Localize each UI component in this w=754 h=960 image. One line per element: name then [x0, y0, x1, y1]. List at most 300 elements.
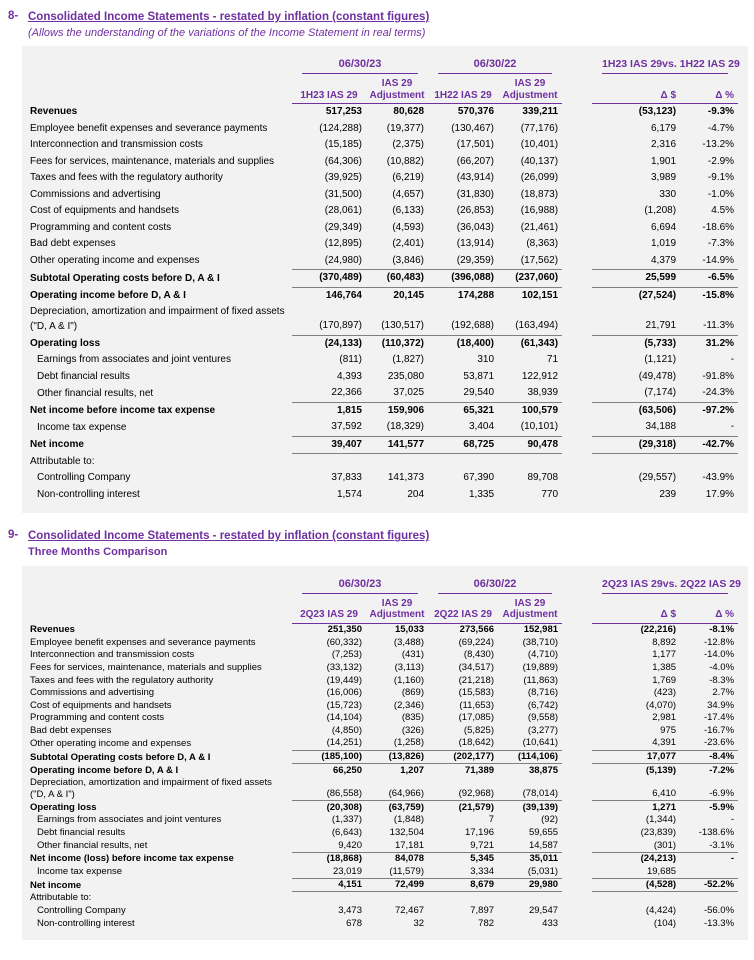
cell-value: (4,593) [392, 221, 425, 233]
cell-value: 6,694 [651, 221, 677, 233]
row-label: Other operating income and expenses [30, 737, 192, 749]
cell-value: 3,334 [470, 865, 495, 877]
cell-value: (78,014) [522, 788, 559, 800]
cell-value: (423) [653, 687, 677, 699]
row-label: Cost of equipments and handsets [30, 205, 179, 217]
cell-value: -8.1% [709, 624, 735, 636]
cell-value: (29,349) [324, 221, 362, 233]
cell-value: -14.9% [702, 254, 735, 266]
table-row [26, 814, 738, 827]
cell-value: -52.2% [680, 878, 738, 892]
column-gap [562, 917, 592, 930]
cell-value: 29,547 [528, 904, 559, 916]
cell-value: 1,574 [336, 488, 362, 500]
cell-value: (49,478) [638, 370, 677, 382]
cell-value: -8.3% [709, 674, 735, 686]
row-label: Commissions and advertising [30, 687, 155, 699]
cell-value: (69,224) [458, 636, 495, 648]
table-row [26, 121, 738, 138]
cell-value: (26,099) [520, 172, 559, 184]
row-label: Debt financial results [37, 370, 130, 382]
column-gap [562, 674, 592, 687]
column-gap [562, 661, 592, 674]
column-gap [562, 253, 592, 270]
quarterly-table-container [22, 566, 748, 940]
cell-value: (1,827) [392, 354, 425, 366]
cell-value: 782 [478, 917, 495, 929]
cell-value: (4,528) [592, 878, 680, 892]
cell-value: - [730, 354, 735, 366]
cell-value: 37,833 [331, 472, 362, 484]
row-label: Bad debt expenses [30, 724, 112, 736]
cell-value [680, 454, 738, 471]
table-row [26, 865, 738, 878]
section-8-heading [8, 10, 748, 40]
table-row [26, 487, 738, 504]
cell-value: (130,517) [381, 320, 425, 332]
cell-value: (92) [541, 814, 559, 826]
cell-value: 1,385 [652, 661, 677, 673]
cell-value: (5,733) [592, 335, 680, 352]
cell-value: (24,133) [292, 335, 366, 352]
column-header: IAS 29 Adjustment [498, 74, 562, 104]
column-gap [562, 170, 592, 187]
column-gap [562, 436, 592, 454]
cell-value: (21,579) [428, 801, 498, 814]
cell-value: 39,407 [292, 436, 366, 454]
cell-value: -12.8% [703, 636, 735, 648]
row-label: Other financial results, net [37, 387, 154, 399]
cell-value: (26,853) [456, 205, 495, 217]
cell-value: (17,501) [456, 139, 495, 151]
column-header: 2Q23 IAS 29 [292, 594, 366, 624]
cell-value: (2,375) [392, 139, 425, 151]
cell-value: 20,145 [366, 287, 428, 304]
cell-value: 17,196 [464, 826, 495, 838]
row-label: Non-controlling interest [37, 917, 135, 929]
cell-value: 251,350 [327, 624, 362, 636]
row-label: Subtotal Operating costs before D, A & I [30, 272, 220, 284]
cell-value: 330 [659, 188, 677, 200]
column-gap [562, 454, 592, 471]
vs-right-label: vs. 2Q22 IAS 29 [662, 577, 741, 590]
cell-value: (7,253) [331, 649, 362, 661]
row-label: Income tax expense [37, 866, 123, 878]
cell-value: -17.4% [703, 712, 735, 724]
cell-value: (36,043) [456, 221, 495, 233]
table-row [26, 369, 738, 386]
cell-value: (1,121) [644, 354, 677, 366]
column-gap [562, 699, 592, 712]
cell-value: (869) [401, 687, 425, 699]
cell-value: 100,579 [498, 402, 562, 419]
cell-value: -97.2% [680, 402, 738, 419]
cell-value [592, 454, 680, 471]
cell-value [292, 892, 366, 905]
cell-value: (17,085) [458, 712, 495, 724]
column-gap [562, 687, 592, 700]
cell-value: - [680, 852, 738, 865]
cell-value: 141,577 [366, 436, 428, 454]
row-label: Cost of equipments and handsets [30, 699, 172, 711]
table-row [26, 878, 738, 892]
column-gap [562, 594, 592, 624]
table-row [26, 104, 738, 121]
cell-value: (92,968) [458, 788, 495, 800]
cell-value: 273,566 [459, 624, 495, 636]
cell-value: (8,430) [463, 649, 495, 661]
cell-value: (114,106) [498, 750, 562, 764]
cell-value: (43,914) [456, 172, 495, 184]
cell-value: (1,208) [644, 205, 677, 217]
cell-value: (1,337) [331, 814, 362, 826]
column-gap [562, 750, 592, 764]
cell-value: -14.0% [703, 649, 735, 661]
table-row [26, 385, 738, 402]
cell-value: 174,288 [428, 287, 498, 304]
row-label: Fees for services, maintenance, materials and supplies [30, 661, 262, 673]
cell-value: 1,019 [651, 238, 677, 250]
vs-group-label [602, 58, 740, 74]
cell-value: (29,318) [592, 436, 680, 454]
cell-value: (10,641) [522, 737, 559, 749]
date-group-row [26, 576, 738, 594]
cell-value [292, 454, 366, 471]
cell-value: (19,449) [326, 674, 362, 686]
cell-value: 6,179 [651, 122, 677, 134]
cell-value: (1,258) [393, 737, 425, 749]
table-row [26, 304, 738, 335]
row-label: Earnings from associates and joint ventures [37, 354, 231, 366]
column-gap [562, 287, 592, 304]
table-row [26, 917, 738, 930]
cell-value: (18,642) [458, 737, 495, 749]
column-header: 1H23 IAS 29 [292, 74, 366, 104]
column-gap [562, 636, 592, 649]
vs-left-label: 1H23 IAS 29 [602, 58, 663, 71]
cell-value: 37,592 [331, 421, 362, 433]
cell-value: (4,657) [392, 188, 425, 200]
cell-value: (77,176) [520, 122, 559, 134]
cell-value: (15,583) [458, 687, 495, 699]
cell-value: -13.3% [703, 917, 735, 929]
row-label: Interconnection and transmission costs [30, 649, 195, 661]
column-header-row [26, 74, 738, 104]
cell-value: 3,404 [468, 421, 495, 433]
table-row [26, 287, 738, 304]
cell-value: 6,410 [652, 788, 677, 800]
cell-value: (16,006) [326, 687, 362, 699]
date-group-header [428, 576, 562, 594]
cell-value: (39,139) [498, 801, 562, 814]
cell-value: 34,188 [645, 421, 677, 433]
column-gap [562, 74, 592, 104]
column-gap [562, 892, 592, 905]
row-label: Net income [30, 879, 82, 891]
section-9-subtitle: Three Months Comparison [28, 545, 168, 558]
cell-value: -3.1% [709, 839, 735, 851]
column-header: IAS 29 Adjustment [366, 594, 428, 624]
cell-value: 1,769 [652, 674, 677, 686]
table-row [26, 649, 738, 662]
table-row [26, 699, 738, 712]
cell-value [592, 892, 680, 905]
column-gap [562, 369, 592, 386]
row-label-header [26, 576, 292, 594]
column-header: IAS 29 Adjustment [498, 594, 562, 624]
table-row [26, 826, 738, 839]
column-gap [562, 270, 592, 288]
column-header-row [26, 594, 738, 624]
cell-value: (17,562) [520, 254, 559, 266]
cell-value: 4,151 [292, 878, 366, 892]
row-label: Employee benefit expenses and severance payments [30, 636, 256, 648]
column-gap [562, 777, 592, 801]
cell-value: (14,104) [326, 712, 362, 724]
cell-value: 2,316 [651, 139, 677, 151]
cell-value: (27,524) [592, 287, 680, 304]
cell-value: (5,139) [592, 764, 680, 777]
row-label: Operating loss [30, 801, 97, 813]
table-row [26, 712, 738, 725]
cell-value: - [730, 421, 735, 433]
cell-value: (16,988) [520, 205, 559, 217]
section-8-subtitle: (Allows the understanding of the variations of the Income Statement in real terms) [28, 26, 426, 39]
cell-value: (4,070) [645, 699, 677, 711]
cell-value [428, 892, 498, 905]
cell-value: 4.5% [711, 205, 735, 217]
cell-value: 239 [659, 488, 677, 500]
cell-value: (13,914) [456, 238, 495, 250]
column-gap [562, 236, 592, 253]
cell-value: -4.7% [707, 122, 735, 134]
cell-value: -7.2% [680, 764, 738, 777]
cell-value: 34.9% [707, 699, 735, 711]
row-label: Programming and content costs [30, 221, 172, 233]
table-row [26, 170, 738, 187]
column-gap [562, 203, 592, 220]
column-gap [562, 865, 592, 878]
column-gap [562, 737, 592, 750]
cell-value: (10,401) [520, 139, 559, 151]
cell-value: (1,160) [393, 674, 425, 686]
cell-value: (202,177) [428, 750, 498, 764]
table-row [26, 674, 738, 687]
section-9-heading [8, 529, 748, 559]
cell-value: 22,366 [331, 387, 362, 399]
cell-value: (11,863) [523, 674, 559, 686]
cell-value: -9.1% [707, 172, 735, 184]
cell-value: -2.9% [707, 155, 735, 167]
row-label: Other financial results, net [37, 840, 148, 852]
cell-value: 1,207 [366, 764, 428, 777]
cell-value: (29,557) [638, 472, 677, 484]
cell-value: 8,679 [428, 878, 498, 892]
table-row [26, 253, 738, 270]
cell-value: 1,271 [592, 801, 680, 814]
cell-value: (10,882) [386, 155, 425, 167]
table-row [26, 750, 738, 764]
cell-value: 21,791 [645, 320, 677, 332]
cell-value: 17,077 [592, 750, 680, 764]
column-header: 1H22 IAS 29 [428, 74, 498, 104]
cell-value: 7 [488, 814, 495, 826]
table-row [26, 270, 738, 288]
vs-left-label: 2Q23 IAS 29 [602, 577, 663, 590]
row-label-header [26, 74, 292, 104]
cell-value: (21,461) [520, 221, 559, 233]
cell-value: 32 [413, 917, 425, 929]
cell-value: (14,251) [326, 737, 362, 749]
date-group-label: 06/30/23 [302, 58, 418, 74]
cell-value: -91.8% [702, 370, 735, 382]
cell-value: 4,393 [336, 370, 362, 382]
column-gap [562, 335, 592, 352]
cell-value: 3,473 [338, 904, 362, 916]
row-label: Commissions and advertising [30, 188, 161, 200]
row-label: Income tax expense [37, 421, 127, 433]
section-9-titles [28, 529, 429, 559]
cell-value: 67,390 [463, 472, 495, 484]
cell-value: (39,925) [324, 172, 362, 184]
cell-value: 122,912 [521, 370, 559, 382]
cell-value: 678 [346, 917, 362, 929]
cell-value: 975 [660, 724, 677, 736]
cell-value: (53,123) [638, 106, 677, 118]
cell-value: 5,345 [428, 852, 498, 865]
column-gap [562, 814, 592, 827]
cell-value: 71 [546, 354, 559, 366]
column-gap [562, 724, 592, 737]
cell-value: 29,980 [498, 878, 562, 892]
cell-value: (86,558) [326, 788, 362, 800]
cell-value: 53,871 [463, 370, 495, 382]
cell-value: (34,517) [458, 661, 495, 673]
cell-value: (13,826) [366, 750, 428, 764]
section-8-title: Consolidated Income Statements - restated by inflation (constant figures) [28, 11, 430, 23]
cell-value: 25,599 [592, 270, 680, 288]
row-label: Earnings from associates and joint ventures [37, 814, 222, 826]
cell-value: 8,892 [652, 636, 677, 648]
table-row [26, 352, 738, 369]
column-gap [562, 304, 592, 335]
cell-value: (130,467) [451, 122, 495, 134]
column-gap [562, 487, 592, 504]
cell-value [366, 892, 428, 905]
cell-value: (192,688) [451, 320, 495, 332]
row-label: Employee benefit expenses and severance payments [30, 122, 268, 134]
cell-value: (31,500) [324, 188, 362, 200]
cell-value: 72,467 [394, 904, 425, 916]
halfyear-table-container [22, 46, 748, 513]
cell-value: (10,101) [520, 421, 559, 433]
cell-value: 14,587 [528, 839, 559, 851]
table-row [26, 661, 738, 674]
cell-value [498, 892, 562, 905]
cell-value: (2,346) [393, 699, 425, 711]
halfyear-income-statement-table [26, 56, 738, 503]
table-row [26, 777, 738, 801]
column-gap [562, 121, 592, 138]
cell-value: (6,133) [392, 205, 425, 217]
cell-value: 35,011 [498, 852, 562, 865]
cell-value: 9,420 [338, 839, 362, 851]
row-label: Taxes and fees with the regulatory authority [30, 674, 214, 686]
cell-value: (18,873) [520, 188, 559, 200]
date-group-row [26, 56, 738, 74]
section-8-titles [28, 10, 429, 40]
cell-value: (64,966) [388, 788, 425, 800]
cell-value: 29,540 [463, 387, 495, 399]
row-label: Subtotal Operating costs before D, A & I [30, 751, 211, 763]
cell-value: -56.0% [703, 904, 735, 916]
cell-value: 204 [407, 488, 425, 500]
table-row [26, 724, 738, 737]
table-row [26, 839, 738, 852]
cell-value: 72,499 [366, 878, 428, 892]
cell-value: - [730, 814, 735, 826]
table-row [26, 737, 738, 750]
cell-value: (15,185) [324, 139, 362, 151]
cell-value: 19,685 [646, 865, 677, 877]
column-header: 2Q22 IAS 29 [428, 594, 498, 624]
cell-value: (163,494) [515, 320, 559, 332]
column-gap [562, 852, 592, 865]
cell-value: (29,359) [456, 254, 495, 266]
cell-value: 159,906 [366, 402, 428, 419]
cell-value: -4.0% [709, 661, 735, 673]
section-9-title: Consolidated Income Statements - restated by inflation (constant figures) [28, 530, 430, 543]
cell-value: (396,088) [428, 270, 498, 288]
row-label: Revenues [30, 624, 75, 636]
cell-value: -23.6% [703, 737, 735, 749]
cell-value: (835) [401, 712, 425, 724]
cell-value: (8,363) [526, 238, 559, 250]
cell-value: -16.7% [703, 724, 735, 736]
table-row [26, 236, 738, 253]
cell-value: -8.4% [680, 750, 738, 764]
column-gap [562, 104, 592, 121]
cell-value: (1,344) [645, 814, 677, 826]
cell-value: (3,277) [527, 724, 559, 736]
date-group-header [428, 56, 562, 74]
cell-value: (19,377) [386, 122, 425, 134]
row-label: Interconnection and transmission costs [30, 139, 203, 151]
cell-value: 7,897 [470, 904, 495, 916]
cell-value [680, 892, 738, 905]
column-header: Δ % [680, 74, 738, 104]
cell-value: -7.3% [707, 238, 735, 250]
cell-value: 310 [477, 354, 495, 366]
row-label: Depreciation, amortization and impairment of fixed assets ("D, A & I") [30, 306, 285, 332]
cell-value: (11,579) [389, 865, 425, 877]
cell-value: 141,373 [387, 472, 425, 484]
cell-value: (170,897) [319, 320, 362, 332]
table-row [26, 470, 738, 487]
row-label: Depreciation, amortization and impairment of fixed assets ("D, A & I") [30, 777, 272, 800]
cell-value: (431) [401, 649, 425, 661]
cell-value: -42.7% [680, 436, 738, 454]
cell-value: 68,725 [428, 436, 498, 454]
quarterly-income-statement-table [26, 576, 741, 930]
cell-value: (110,372) [366, 335, 428, 352]
cell-value: (19,889) [522, 661, 559, 673]
cell-value: (3,488) [393, 636, 425, 648]
column-gap [562, 904, 592, 917]
cell-value: (60,483) [366, 270, 428, 288]
vs-group-header [592, 56, 738, 74]
cell-value: (6,219) [392, 172, 425, 184]
